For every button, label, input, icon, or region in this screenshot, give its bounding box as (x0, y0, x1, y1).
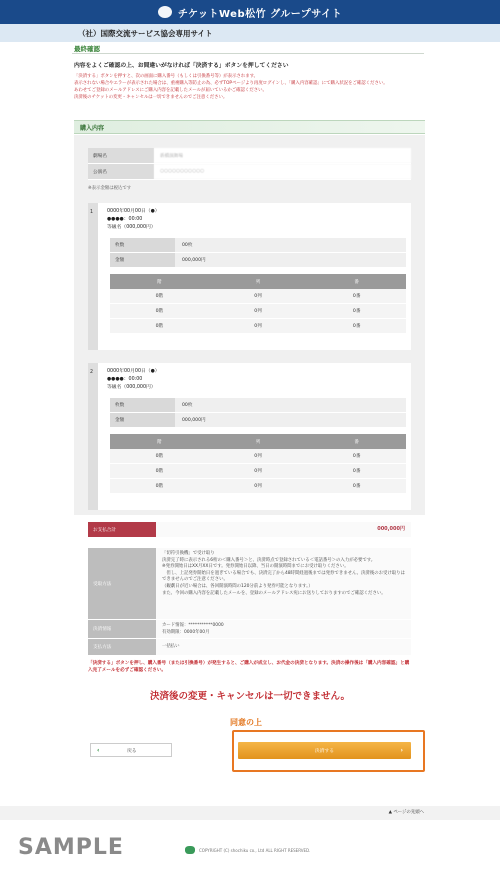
seat-row (110, 464, 406, 479)
seat-row-value: 0列 (254, 484, 262, 489)
chevron-right-icon: › (400, 747, 403, 754)
receive-row (88, 548, 411, 620)
caution-note: 表示されない場合やエラーが表示された場合は、重複購入等防止の為、必ずTOPページより再度ログインし、「購入内容確認」にて購入状況をご確認ください。 (74, 81, 388, 86)
ticket-grade: 等級名（000,000円） (107, 225, 156, 230)
site-title: チケットWeb松竹 グループサイト (177, 8, 343, 20)
seat-table (110, 434, 406, 494)
seat-number: 0番 (352, 454, 361, 459)
qty-row (110, 238, 406, 253)
performance-label: 公演名 (88, 164, 154, 179)
no-cancel-warning: 決済後の変更・キャンセルは一切できません。 (149, 691, 351, 702)
seat-number: 0番 (352, 309, 361, 314)
seat-header-row (110, 274, 406, 289)
ticket-time: ●●●●：00:00 (107, 377, 143, 382)
ticket-summary (110, 398, 406, 428)
amount-label: 金額 (110, 253, 175, 267)
info-row (88, 164, 411, 180)
intro-text: 内容をよくご確認の上、お間違いがなければ「決済する」ボタンを押してください (74, 63, 289, 69)
receive-line: 但し、上記発券開始日を過ぎている場合でも、決済完了から48時間経過後までは発券できません。決済後のお受け取りはできませんのでご注意ください。 (162, 570, 405, 583)
seat-row-value: 0列 (254, 324, 262, 329)
purchase-section-title: 購入内容 (80, 124, 105, 132)
amount-row (110, 413, 406, 428)
chevron-left-icon: ‹ (97, 746, 100, 754)
footer-bar (0, 806, 500, 820)
qty-value: 00枚 (175, 238, 406, 252)
site-header (0, 0, 500, 24)
seat-header-floor: 階 (157, 279, 162, 285)
seat-floor: 0階 (155, 294, 164, 299)
seat-header-floor: 階 (157, 439, 162, 445)
receive-line: ※発券開始日はXX月XX日です。発券開始日以降、当日の開演時間までにお受け取りください。 (162, 564, 349, 570)
total-value: 000,000円 (156, 522, 411, 537)
amount-label: 金額 (110, 413, 175, 427)
company-logo-icon (185, 846, 195, 854)
seat-row (110, 319, 406, 334)
ticket-date: 0000年00月00日（●） (107, 209, 160, 214)
submit-payment-button[interactable] (238, 742, 411, 759)
qty-label: 枚数 (110, 238, 175, 252)
page-top-link[interactable]: ▲ ページの先頭へ (388, 810, 424, 815)
ticket-number: 2 (90, 370, 94, 375)
seat-header-row (110, 434, 406, 449)
ticket-grade: 等級名（000,000円） (107, 385, 156, 390)
sample-watermark: SAMPLE (18, 835, 124, 860)
seat-table (110, 274, 406, 334)
caution-note: 「決済する」ボタンを押すと、次の画面に購入番号（もしくは引換番号等）が表示されます。 (74, 74, 259, 79)
settle-details (156, 620, 411, 638)
tax-note: ※表示金額は税込です (88, 186, 132, 191)
card-expiry: 有効期限：0000年00月 (162, 629, 210, 635)
ticket-block-1 (88, 203, 411, 350)
seat-number: 0番 (352, 324, 361, 329)
title-divider (72, 53, 424, 54)
association-title: （社）国際交流サービス協会専用サイト (78, 28, 213, 38)
seat-number: 0番 (352, 484, 361, 489)
settle-row (88, 620, 411, 639)
back-button[interactable] (90, 743, 172, 757)
back-button-label: 戻る (127, 748, 137, 754)
theater-value: 新橋演舞場 (154, 148, 411, 163)
receive-line: 決済完了時に表示される6桁の＜購入番号＞と、決済時点で登録されている＜電話番号＞の入力が必要です。 (162, 557, 376, 563)
seat-row (110, 289, 406, 304)
seat-header-number: 番 (354, 279, 359, 285)
seat-row-value: 0列 (254, 309, 262, 314)
seat-row-value: 0列 (254, 469, 262, 474)
seat-header-row-col: 列 (255, 279, 261, 285)
payment-table (88, 522, 411, 656)
settle-label: 決済情報 (88, 620, 156, 638)
method-label: 支払方法 (88, 639, 156, 655)
qty-label: 枚数 (110, 398, 175, 412)
copyright (185, 846, 310, 854)
receive-details (156, 548, 411, 619)
method-row (88, 639, 411, 656)
ticket-time: ●●●●：00:00 (107, 217, 143, 222)
method-value: 一括払い (156, 639, 411, 655)
receive-label: 受取方法 (88, 548, 156, 619)
qty-row (110, 398, 406, 413)
theater-label: 劇場名 (88, 148, 154, 163)
purchase-section-header (74, 120, 425, 134)
seat-header-number: 番 (354, 439, 359, 445)
seat-row (110, 479, 406, 494)
seat-floor: 0階 (155, 309, 164, 314)
ticket-number: 1 (90, 210, 94, 215)
receive-line: また、今回の購入内容を記載したメールを、登録のメールアドレス宛にお送りしておりますのでご確認ください。 (162, 590, 386, 596)
info-row (88, 148, 411, 164)
seat-floor: 0階 (155, 324, 164, 329)
receive-line: （観劇日が近い場合は、各回開演時間の120分前より発券可能となります。） (162, 583, 313, 589)
amount-value: 000,000円 (175, 253, 406, 267)
seat-floor: 0階 (155, 454, 164, 459)
amount-row (110, 253, 406, 268)
seat-row (110, 304, 406, 319)
seat-floor: 0階 (155, 469, 164, 474)
copyright-text: COPYRIGHT (C) shochiku co., Ltd ALL RIGHT RESERVED. (199, 847, 311, 853)
total-label: お支払合計 (88, 522, 156, 537)
performance-info-table (88, 148, 411, 180)
page-title: 最終確認 (74, 45, 100, 53)
seat-number: 0番 (352, 294, 361, 299)
ticket-summary (110, 238, 406, 268)
total-row (88, 522, 411, 538)
card-info: カード情報：***********0000 (162, 623, 224, 628)
performance-value: ○○○○○○○○○○○ (154, 164, 411, 179)
caution-notes (74, 73, 424, 101)
association-subheader (0, 24, 500, 42)
amount-value: 000,000円 (175, 413, 406, 427)
seat-number: 0番 (352, 469, 361, 474)
consent-label: 同意の上 (230, 718, 262, 727)
ticket-block-2 (88, 363, 411, 510)
settlement-note: 「決済する」ボタンを押し、購入番号（または引換番号）が発生すると、ご購入が成立し、お代金の決済となります。決済の操作後は「購入内容確認」と購入完了メールを必ずご確認ください。 (88, 661, 410, 673)
seat-row (110, 449, 406, 464)
seat-row-value: 0列 (254, 454, 262, 459)
receive-line: 「切符引換機」で受け取り (162, 551, 215, 556)
seat-row-value: 0列 (254, 294, 262, 299)
shochiku-logo-icon (158, 6, 172, 18)
caution-note: あわせてご登録のメールアドレスにご購入内容を記載したメールが届いているかご確認ください。 (74, 88, 267, 93)
seat-header-row-col: 列 (255, 439, 261, 445)
qty-value: 00枚 (175, 398, 406, 412)
submit-button-label: 決済する (314, 749, 335, 754)
seat-floor: 0階 (155, 484, 164, 489)
caution-note: 決済後のチケットの変更・キャンセルは一切できませんのでご注意ください。 (74, 95, 228, 100)
ticket-date: 0000年00月00日（●） (107, 369, 160, 374)
